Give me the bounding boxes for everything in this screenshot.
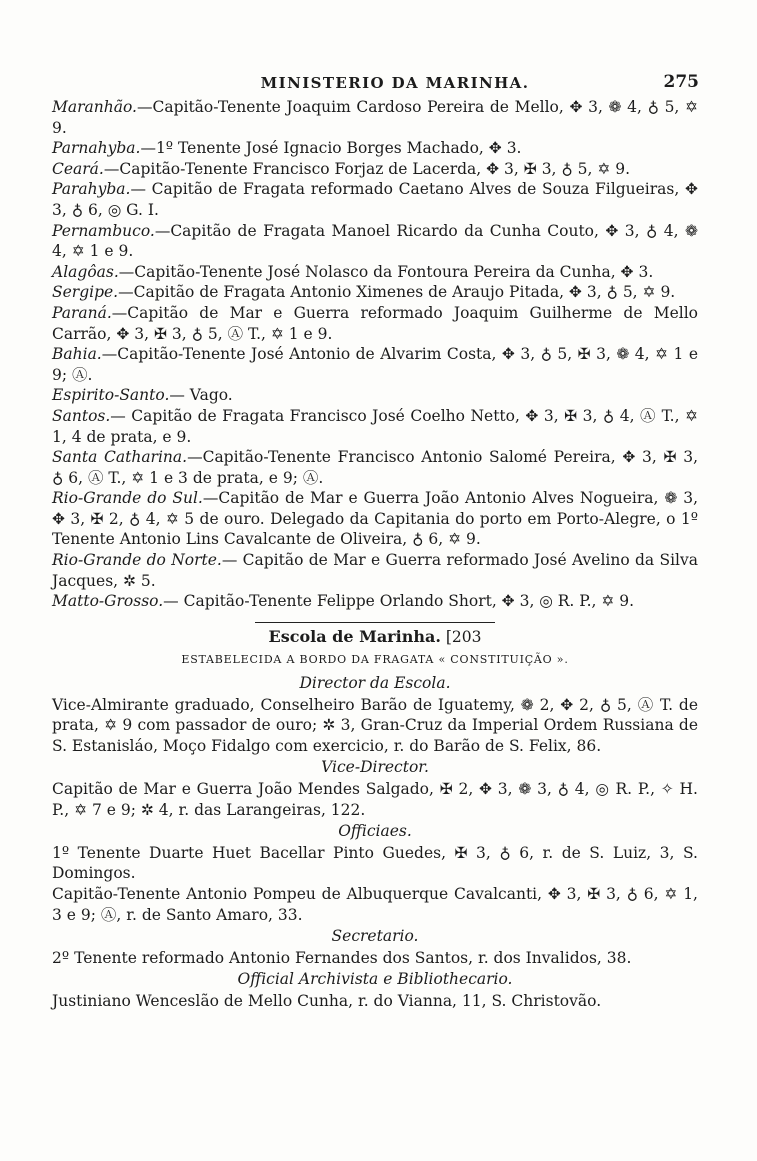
province-label: Parahyba. [52,180,131,199]
section-reference: [203 [445,627,482,646]
secretary-heading: Secretario. [331,927,419,946]
province-entry [52,262,698,283]
province-entry [52,591,698,612]
province-label: Bahia. [52,345,102,364]
province-label: Rio-Grande do Norte. [52,551,222,570]
province-entry [52,447,698,488]
province-label: Sergipe. [52,283,119,302]
province-label: Santos. [52,406,111,425]
province-text: —Capitão de Fragata Manoel Ricardo da Cunha Couto, ✥ 3, ♁ 4, ❁ 4, ✡ 1 e 9. [52,221,698,261]
province-entry [52,344,698,385]
province-label: Maranhão. [52,98,137,116]
province-text: —Capitão-Tenente Joaquim Cardoso Pereira de Mello, ✥ 3, ❁ 4, ♁ 5, ✡ 9. [52,98,698,137]
province-entry [52,159,698,180]
officer-entry: 1º Tenente Duarte Huet Bacellar Pinto Guedes, ✠ 3, ♁ 6, r. de S. Luiz, 3, S. Domingos. [52,843,698,883]
provinces-list [52,97,698,612]
director-entry: Vice-Almirante graduado, Conselheiro Barão de Iguatemy, ❁ 2, ✥ 2, ♁ 5, Ⓐ T. de prata, ✡ 9 com passador de ouro; ✲ 3, Gran-Cruz da Imperial Ordem Russiana de S. Estanisláo, Moço Fidalgo com exercicio, r. do Barão de S. Felix, 86. [52,695,698,755]
province-text: — Capitão de Mar e Guerra reformado José Avelino da Silva Jacques, ✲ 5. [52,551,699,590]
province-text: —Capitão de Mar e Guerra reformado Joaquim Guilherme de Mello Carrão, ✥ 3, ✠ 3, ♁ 5, Ⓐ T., ✡ 1 e 9. [52,303,698,343]
vice-director-heading: Vice-Director. [321,758,429,777]
province-label: Santa Catharina. [52,448,188,467]
province-text: —Capitão de Fragata Antonio Ximenes de Araujo Pitada, ✥ 3, ♁ 5, ✡ 9. [118,283,676,302]
province-entry [52,385,698,406]
province-text: — Vago. [169,386,233,405]
province-entry [52,97,698,138]
running-header: MINISTERIO DA MARINHA. [260,74,530,92]
province-text: —Capitão-Tenente José Nolasco da Fontoura Pereira da Cunha, ✥ 3. [118,262,654,281]
section-title [52,627,698,648]
province-label: Ceará. [52,159,104,178]
province-entry [52,488,698,550]
vice-director-entry: Capitão de Mar e Guerra João Mendes Salgado, ✠ 2, ✥ 3, ❁ 3, ♁ 4, ◎ R. P., ✧ H. P., ✡ 7 e 9; ✲ 4, r. das Larangeiras, 122. [52,780,698,819]
archivist-heading: Official Archivista e Bibliothecario. [237,970,513,989]
officer-entry: Capitão-Tenente Antonio Pompeu de Albuquerque Cavalcanti, ✥ 3, ✠ 3, ♁ 6, ✡ 1, 3 e 9; Ⓐ, r. de Santo Amaro, 33. [52,884,698,924]
province-entry [52,282,698,303]
section-divider [255,622,495,623]
province-text: —Capitão-Tenente José Antonio de Alvarim Costa, ✥ 3, ♁ 5, ✠ 3, ❁ 4, ✡ 1 e 9; Ⓐ. [52,345,698,384]
province-label: Paraná. [52,303,112,322]
province-label: Matto-Grosso. [52,592,164,611]
province-entry [52,221,698,262]
province-label: Pernambuco. [52,221,155,240]
secretary-entry: 2º Tenente reformado Antonio Fernandes dos Santos, r. dos Invalidos, 38. [52,948,632,967]
province-label: Rio-Grande do Sul. [52,489,203,508]
page-number: 275 [663,72,699,92]
province-entry [52,179,698,220]
officers-heading: Officiaes. [338,822,412,841]
province-text: — Capitão de Fragata reformado Caetano Alves de Souza Filgueiras, ✥ 3, ♁ 6, ◎ G. I. [52,180,698,219]
archivist-entry: Justiniano Wenceslão de Mello Cunha, r. do Vianna, 11, S. Christovão. [52,991,602,1010]
province-label: Alagôas. [52,262,119,281]
section-title-text: Escola de Marinha. [268,626,441,646]
director-heading: Director da Escola. [299,674,451,693]
province-text: —1º Tenente José Ignacio Borges Machado, ✥ 3. [140,139,522,158]
province-entry [52,406,698,447]
province-text: — Capitão de Fragata Francisco José Coelho Netto, ✥ 3, ✠ 3, ♁ 4, Ⓐ T., ✡ 1, 4 de prata, e 9. [52,406,698,446]
province-text: —Capitão-Tenente Francisco Antonio Salomé Pereira, ✥ 3, ✠ 3, ♁ 6, Ⓐ T., ✡ 1 e 3 de prata, e 9; Ⓐ. [52,448,699,487]
section-subtitle: ESTABELECIDA A BORDO DA FRAGATA « CONSTITUIÇÃO ». [181,653,569,667]
province-entry [52,550,698,591]
province-text: —Capitão-Tenente Francisco Forjaz de Lacerda, ✥ 3, ✠ 3, ♁ 5, ✡ 9. [103,159,631,178]
page-content [52,97,698,1012]
province-text: — Capitão-Tenente Felippe Orlando Short, ✥ 3, ◎ R. P., ✡ 9. [163,592,635,611]
province-entry [52,303,698,344]
province-entry [52,138,698,159]
province-label: Espirito-Santo. [52,386,170,405]
province-text: —Capitão de Mar e Guerra João Antonio Alves Nogueira, ❁ 3, ✥ 3, ✠ 2, ♁ 4, ✡ 5 de ouro. Delegado da Capitania do porto em Porto-Alegre, o 1º Tenente Antonio Lins Cavalcante de Oliveira, ♁ 6, ✡ 9. [52,489,698,549]
province-label: Parnahyba. [52,139,141,158]
